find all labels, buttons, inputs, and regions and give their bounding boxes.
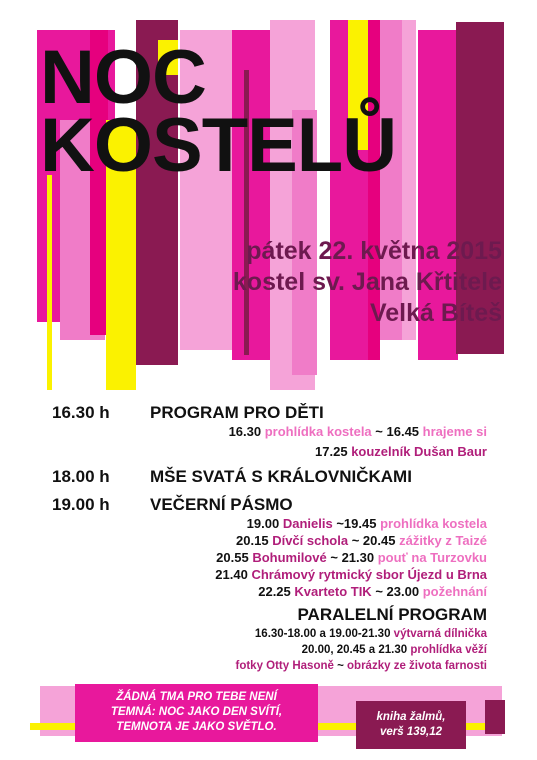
parallel-line3 (235, 660, 487, 672)
event-label: Kvarteto TIK (294, 584, 372, 599)
time-label: 17.25 (315, 444, 348, 459)
time-label: 23.00 (386, 584, 420, 599)
parallel-line1 (255, 628, 487, 640)
block3-line4 (215, 567, 487, 582)
time-label: 21.30 (341, 550, 375, 565)
block1-line2 (315, 444, 487, 459)
bottom-band-plum-accent (485, 700, 505, 734)
event-label: prohlídka kostela (380, 516, 487, 531)
block3-line3 (216, 550, 487, 565)
time-label: 19.00 (246, 516, 280, 531)
block3-heading: VEČERNÍ PÁSMO (150, 495, 293, 514)
separator: ~ (375, 584, 383, 599)
quote-text: ŽÁDNÁ TMA PRO TEBE NENÍ TEMNÁ: NOC JAKO DEN SVÍTÍ, TEMNOTA JE JAKO SVĚTLO. (110, 691, 283, 733)
event-label: Bohumilové (252, 550, 327, 565)
time-label: 20.00, 20.45 a 21.30 (301, 644, 408, 656)
separator: ~ (351, 533, 360, 548)
event-label: Danielis (282, 516, 333, 531)
event-label: fotky Otty Hasoně (235, 660, 334, 672)
event-label: obrázky ze života farnosti (347, 660, 487, 672)
block3-time: 19.00 h (52, 495, 110, 514)
block1-time: 16.30 h (52, 403, 110, 422)
time-label: 19.45 (343, 516, 377, 531)
separator: ~ (336, 516, 344, 531)
parallel-line2 (302, 644, 487, 656)
quote-source: kniha žalmů, verš 139,12 (376, 711, 446, 738)
poster-title-line2: KOSTELŮ (40, 103, 397, 188)
event-venue: kostel sv. Jana Křtitele (232, 268, 502, 296)
separator: ~ (337, 660, 344, 672)
block3-line1 (247, 516, 487, 531)
time-label: 20.45 (362, 533, 396, 548)
event-label: výtvarná dílnička (393, 628, 487, 640)
block2-time: 18.00 h (52, 467, 110, 486)
time-label: 20.15 (236, 533, 269, 548)
event-label: pouť na Turzovku (377, 550, 487, 565)
stripe-yellow-1 (47, 175, 52, 390)
time-label: 20.55 (216, 550, 249, 565)
parallel-heading: PARALELNÍ PROGRAM (297, 605, 487, 624)
event-date: pátek 22. května 2015 (246, 237, 502, 265)
block1-heading: PROGRAM PRO DĚTI (150, 403, 324, 422)
event-label: hrajeme si (422, 424, 487, 439)
block2-heading: MŠE SVATÁ S KRÁLOVNIČKAMI (150, 467, 412, 486)
event-town: Velká Bíteš (369, 299, 502, 327)
block3-line5 (258, 584, 487, 599)
event-label: Dívčí schola (272, 533, 349, 548)
block3-line2 (236, 533, 487, 548)
time-label: 21.40 (215, 567, 248, 582)
event-label: požehnání (422, 584, 487, 599)
time-label: 22.25 (258, 584, 291, 599)
event-label: prohlídka kostela (264, 424, 372, 439)
event-label: kouzelník Dušan Baur (351, 444, 487, 459)
time-label: 16.30-18.00 a 19.00-21.30 (254, 628, 391, 640)
event-label: Chrámový rytmický sbor Újezd u Brna (251, 567, 487, 582)
poster-title-line1: NOC (40, 35, 206, 120)
time-label: 16.45 (386, 424, 420, 439)
event-label: prohlídka věží (410, 644, 487, 656)
time-label: 16.30 (228, 424, 262, 439)
separator: ~ (330, 550, 338, 565)
separator: ~ (375, 424, 383, 439)
event-label: zážitky z Taizé (399, 533, 487, 548)
stripe-magenta-2 (232, 30, 270, 360)
block1-line1 (229, 424, 487, 439)
